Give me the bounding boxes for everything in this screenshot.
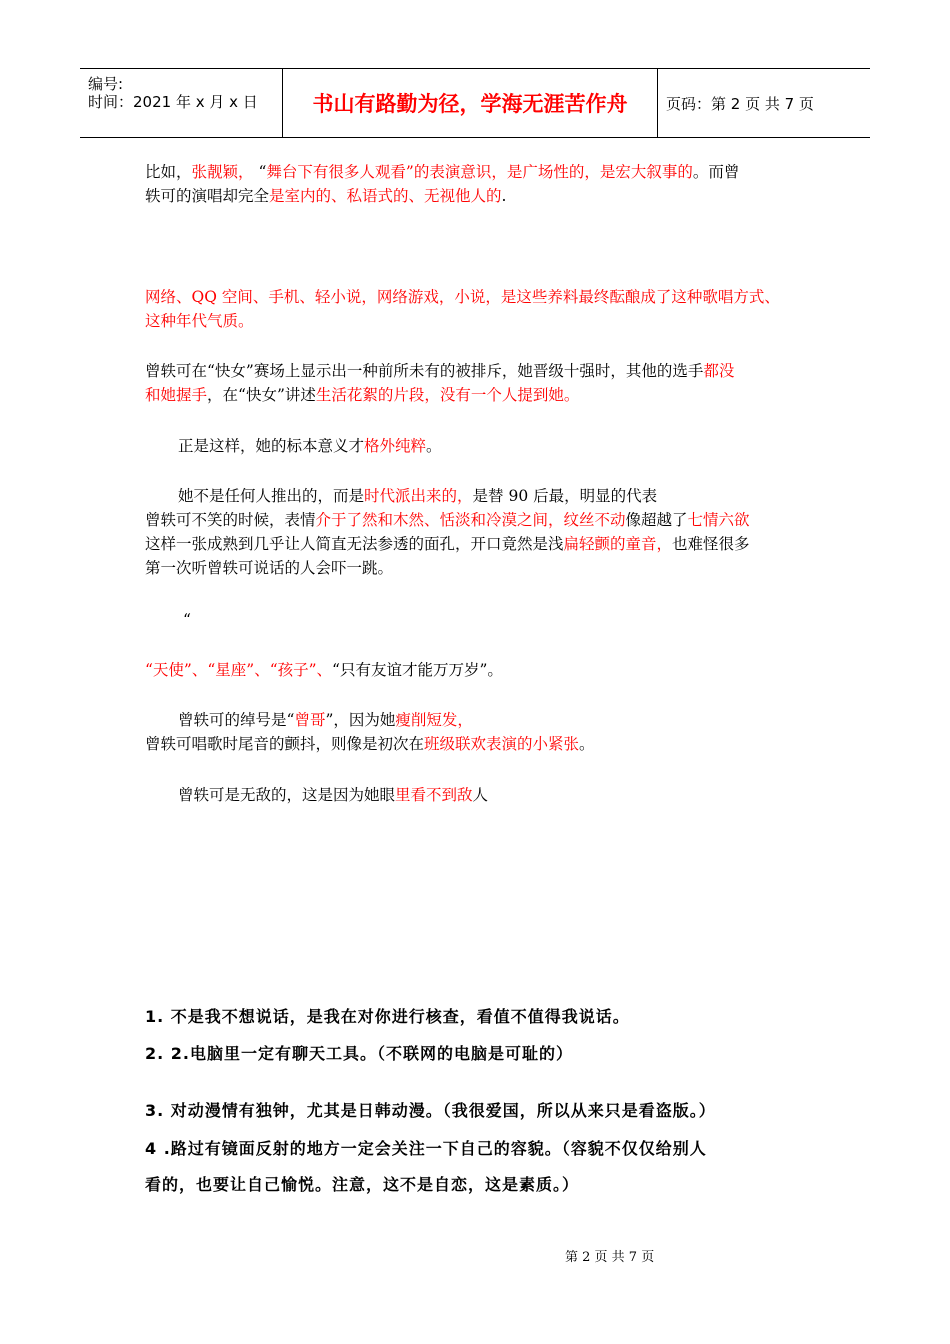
header-meta-cell	[80, 69, 283, 137]
paragraph-2: 网络、QQ 空间、手机、轻小说，网络游戏，小说，是这些养料最终酝酿成了这种歌唱方式、 这种年代气质。	[145, 288, 780, 330]
page-footer: 第 2 页 共 7 页	[565, 1250, 655, 1265]
paragraph-8: 曾轶可是无敌的，这是因为她眼里看不到敌人	[178, 786, 489, 804]
paragraph-3: 曾轶可在“快女”赛场上显示出一种前所未有的被排斥，她晋级十强时，其他的选手都没 和她握手，在“快女”讲述生活花絮的片段，没有一个人提到她。	[145, 362, 735, 404]
header-motto: 书山有路勤为径，学海无涯苦作舟	[283, 69, 658, 137]
paragraph-4: 正是这样，她的标本意义才格外纯粹。	[178, 437, 442, 455]
list-item: 1. 不是我不想说话，是我在对你进行核查，看值不值得我说话。	[145, 1007, 630, 1026]
header-number: 编号:	[88, 75, 124, 93]
list-item: 2. 2.电脑里一定有聊天工具。（不联网的电脑是可耻的）	[145, 1044, 573, 1063]
header-page-info: 页码：第 2 页 共 7 页	[666, 94, 814, 113]
paragraph-7: 曾轶可的绰号是“曾哥”，因为她瘦削短发， 曾轶可唱歌时尾音的颤抖，则像是初次在班级联欢表演的小紧张。	[145, 711, 595, 753]
paragraph-5: 她不是任何人推出的，而是时代派出来的，是替 90 后最，明显的代表 曾轶可不笑的时候，表情介于了然和木然、恬淡和冷漠之间，纹丝不动像超越了七情六欲 这样一张成熟到几乎让人简直无法参透的面孔，开口竟然是浅扁轻颤的童音，也难怪很多 第一次听曾轶可说话的人会吓一跳。	[145, 487, 750, 577]
page-header	[80, 68, 870, 138]
paragraph-6: “天使”、“星座”、“孩子”、“只有友谊才能万万岁”。	[145, 661, 503, 679]
paragraph-1: 比如，张靓颖， “舞台下有很多人观看”的表演意识，是广场性的，是宏大叙事的。而曾 轶可的演唱却完全是室内的、私语式的、无视他人的.	[145, 163, 740, 205]
list-item-continued: 看的，也要让自己愉悦。注意，这不是自恋，这是素质。）	[145, 1175, 580, 1194]
list-item: 3. 对动漫情有独钟，尤其是日韩动漫。（我很爱国，所以从来只是看盗版。）	[145, 1101, 716, 1120]
header-time: 时间：2021 年 x 月 x 日	[88, 93, 258, 111]
quote-mark: “	[183, 611, 191, 629]
list-item: 4 .路过有镜面反射的地方一定会关注一下自己的容貌。（容貌不仅仅给别人	[145, 1139, 707, 1158]
